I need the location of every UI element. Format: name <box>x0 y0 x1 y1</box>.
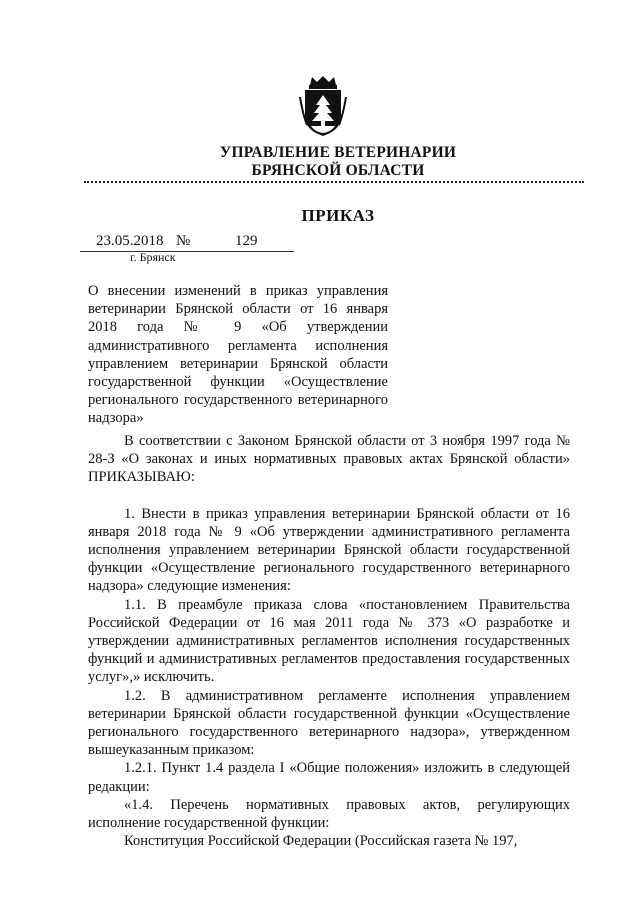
order-number-underline <box>80 251 294 252</box>
org-title-line-2: БРЯНСКОЙ ОБЛАСТИ <box>251 162 425 179</box>
order-date: 23.05.2018 <box>96 233 164 249</box>
order-subject: О внесении изменений в приказ управления ветеринарии Брянской области от 16 января 2018 года № 9 «Об утверждении административного регламента исполнения управлением ветеринарии Брянской области государственной функции «Осуществление регионального государственного ветеринарного надзора» <box>88 283 388 427</box>
order-number: 129 <box>235 233 258 249</box>
header-divider <box>84 181 584 183</box>
paragraph-1: 1. Внести в приказ управления ветеринарии Брянской области от 16 января 2018 года № 9 «Об утверждении административного регламента исполнения управлением ветеринарии Брянской области государственной функции «Осуществление регионального государственного ветеринарного надзора» следующие изменения: <box>88 505 570 595</box>
order-city: г. Брянск <box>130 250 176 264</box>
org-title-line-1: УПРАВЛЕНИЕ ВЕТЕРИНАРИИ <box>219 144 457 161</box>
paragraph-1-1: 1.1. В преамбуле приказа слова «постановлением Правительства Российской Федерации от 16 мая 2011 года № 373 «О разработке и утверждении административных регламентов исполнения государственных функций и административных регламентов предоставления государственных услуг»,» исключить. <box>88 596 570 686</box>
paragraph-1-4: «1.4. Перечень нормативных правовых актов, регулирующих исполнение государственной функции: <box>88 796 570 832</box>
document-title: ПРИКАЗ <box>301 206 375 225</box>
order-body <box>88 432 570 850</box>
preamble-paragraph: В соответствии с Законом Брянской области от 3 ноября 1997 года № 28-З «О законах и иных нормативных правовых актах Брянской области» ПРИКАЗЫВАЮ: <box>88 433 570 486</box>
bryansk-coat-of-arms-icon <box>298 75 348 137</box>
order-number-sign: № <box>176 233 191 249</box>
paragraph-1-2-1: 1.2.1. Пункт 1.4 раздела I «Общие положения» изложить в следующей редакции: <box>88 760 570 795</box>
paragraph-constitution: Конституция Российской Федерации (Российская газета № 197, <box>124 833 518 850</box>
paragraph-1-2: 1.2. В административном регламенте исполнения управлением ветеринарии Брянской области государственной функции «Осуществление регионального государственного ветеринарного надзора», утвержденном вышеуказанным приказом: <box>88 687 570 759</box>
